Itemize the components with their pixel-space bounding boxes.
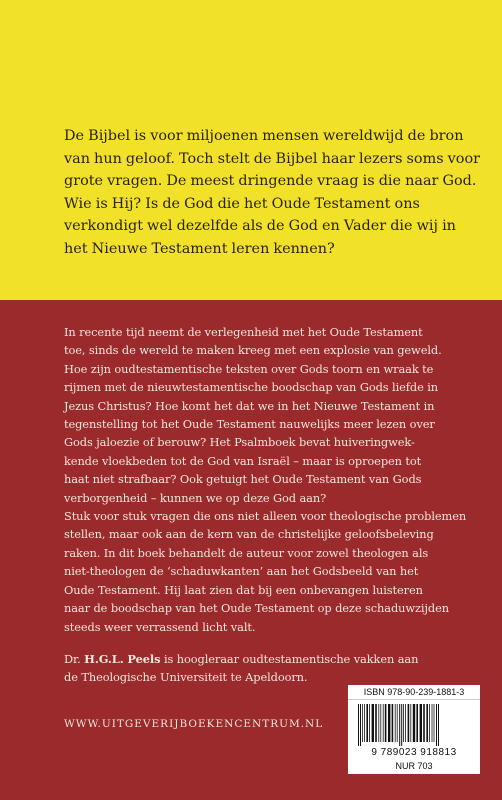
barcode-bar <box>362 704 363 742</box>
description-line: In recente tijd neemt de verlegenheid met het Oude Testament <box>64 325 423 339</box>
description-line: haat niet strafbaar? Ook getuigt het Oude Testament van Gods <box>64 472 422 487</box>
description-line: steeds weer verrassend licht valt. <box>64 619 256 634</box>
barcode-bar <box>380 704 381 742</box>
barcode-bar <box>403 704 404 742</box>
barcode-bar <box>426 704 428 742</box>
isbn-label: ISBN 978-90-239-1881-3 <box>348 685 480 700</box>
barcode-bar <box>410 704 411 742</box>
barcode-bar <box>388 704 390 742</box>
barcode-bar <box>395 704 396 742</box>
description-line: Hoe zijn oudtestamentische teksten over Gods toorn en wraak te <box>64 361 434 376</box>
barcode <box>348 700 480 760</box>
description-line: kende vloekbeden tot de God van Israël – maar is oproepen tot <box>64 453 422 468</box>
barcode-bar <box>401 704 402 746</box>
author-bio-line: de Theologische Universiteit te Apeldoorn. <box>64 670 308 685</box>
nur-label: NUR 703 <box>348 760 480 774</box>
intro-line: verkondigt wel dezelfde als de God en Vader die wij in <box>64 218 456 234</box>
barcode-bar <box>392 704 394 742</box>
intro-line: De Bijbel is voor miljoenen mensen wereldwijd de bron <box>64 128 464 144</box>
description-line: tegenstelling tot het Oude Testament nauwelijks meer lezen over <box>64 417 435 432</box>
barcode-bar <box>436 704 437 746</box>
barcode-bars <box>348 700 480 748</box>
barcode-bar <box>364 704 365 742</box>
description-line: toe, sinds de wereld te maken kreeg met een explosie van geweld. <box>64 343 442 358</box>
publisher-website: WWW.UITGEVERIJBOEKENCENTRUM.NL <box>64 718 324 730</box>
author-name: H.G.L. Peels <box>84 652 161 666</box>
barcode-digits: 9 789023 918813 <box>371 747 457 758</box>
barcode-bar <box>432 704 433 742</box>
author-bio <box>64 650 494 687</box>
barcode-bar <box>372 704 374 742</box>
description-line: niet-theologen de ‘schaduwkanten’ aan het Godsbeeld van het <box>64 564 419 579</box>
author-bio-rest: is hoogleraar oudtestamentische vakken aan <box>160 652 419 666</box>
description-paragraph <box>64 323 494 636</box>
barcode-bar <box>375 704 377 742</box>
barcode-bar <box>416 704 418 742</box>
description-line: verborgenheid – kunnen we op deze God aan? <box>64 490 327 505</box>
barcode-bar <box>358 704 359 746</box>
barcode-bar <box>408 704 410 742</box>
intro-line: het Nieuwe Testament leren kennen? <box>64 240 335 257</box>
description-line: rijmen met de nieuwtestamentische boodschap van Gods liefde in <box>64 380 439 395</box>
barcode-bar <box>413 704 415 742</box>
description-line: Gods jaloezie of berouw? Het Psalmboek bevat huiveringwek- <box>64 435 415 450</box>
barcode-bar <box>429 704 430 742</box>
barcode-bar <box>420 704 422 742</box>
intro-paragraph <box>64 125 484 260</box>
barcode-bar <box>378 704 379 742</box>
barcode-bar <box>383 704 384 742</box>
barcode-bar <box>397 704 398 742</box>
barcode-bar <box>399 704 400 746</box>
barcode-bar <box>423 704 425 742</box>
author-bio-line <box>64 650 494 668</box>
intro-line: grote vragen. De meest dringende vraag is die naar God. <box>64 173 477 189</box>
barcode-bar <box>405 704 406 742</box>
description-line: Stuk voor stuk vragen die ons niet alleen voor theologische problemen <box>64 509 467 524</box>
description-line: Oude Testament. Hij laat zien dat bij een onbevangen luisteren <box>64 582 423 597</box>
description-line: stellen, maar ook aan de kern van de christelijke geloofsbeleving <box>64 527 434 542</box>
author-prefix: Dr. <box>64 652 85 666</box>
description-line: Jezus Christus? Hoe komt het dat we in het Nieuwe Testament in <box>64 398 435 413</box>
barcode-bar <box>360 704 361 746</box>
intro-line: Wie is Hij? Is de God die het Oude Testament ons <box>64 195 420 212</box>
barcode-bar <box>438 704 439 746</box>
barcode-bar <box>434 704 435 742</box>
barcode-bar <box>385 704 387 742</box>
description-line: raken. In dit boek behandelt de auteur voor zowel theologen als <box>64 545 429 560</box>
barcode-bar <box>369 704 370 742</box>
intro-line: van hun geloof. Toch stelt de Bijbel haar lezers soms voor <box>64 150 481 167</box>
barcode-bar <box>366 704 368 742</box>
description-line: naar de boodschap van het Oude Testament op deze schaduwzijden <box>64 601 449 616</box>
